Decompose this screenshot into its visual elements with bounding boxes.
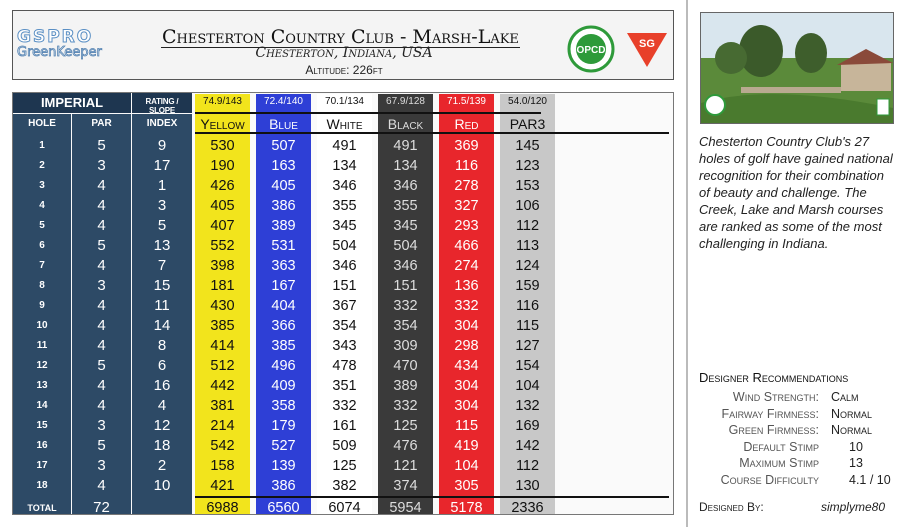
tee-yardage: 136 bbox=[454, 278, 479, 294]
tee-yardage: 367 bbox=[332, 298, 357, 314]
header-rule bbox=[195, 112, 541, 114]
tee-yardage: 115 bbox=[454, 418, 479, 434]
tee-yardage: 104 bbox=[454, 458, 479, 474]
tee-yardage: 351 bbox=[332, 378, 357, 394]
tee-yardage: 106 bbox=[515, 198, 540, 214]
hole-par: 4 bbox=[97, 197, 106, 214]
tee-yardage: 304 bbox=[454, 378, 479, 394]
course-photo bbox=[700, 12, 894, 124]
scorecard-table bbox=[12, 92, 674, 515]
tee-total: 5178 bbox=[450, 500, 483, 516]
hole-par: 3 bbox=[97, 457, 106, 474]
tee-yardage: 426 bbox=[210, 178, 235, 194]
tee-yardage: 531 bbox=[271, 238, 296, 254]
hole-index: 15 bbox=[153, 277, 171, 294]
recommendation-label: Fairway Firmness: bbox=[721, 406, 819, 421]
tee-yardage: 509 bbox=[332, 438, 357, 454]
designer-recommendations bbox=[699, 370, 895, 489]
recommendation-value: Calm bbox=[831, 390, 859, 404]
tee-yardage: 161 bbox=[332, 418, 357, 434]
gspro-logo bbox=[17, 29, 137, 69]
recommendation-label: Wind Strength: bbox=[732, 390, 819, 404]
tee-yardage: 552 bbox=[210, 238, 235, 254]
tee-yardage: 491 bbox=[393, 138, 418, 154]
tee-yardage: 476 bbox=[393, 438, 418, 454]
tee-yardage: 153 bbox=[515, 178, 540, 194]
tee-yardage: 389 bbox=[271, 218, 296, 234]
hole-index: 17 bbox=[153, 157, 171, 174]
page-title: Chesterton Country Club - Marsh-Lake bbox=[162, 26, 519, 48]
tee-yardage: 112 bbox=[515, 458, 540, 474]
tee-yardage: 113 bbox=[515, 238, 540, 254]
logo-line2: GreenKeeper bbox=[17, 45, 102, 60]
recommendation-row bbox=[699, 456, 895, 473]
tee-yardage: 121 bbox=[393, 458, 418, 474]
recommendation-value: 13 bbox=[849, 456, 863, 470]
hole-index: 3 bbox=[157, 197, 167, 214]
opcd-badge-icon bbox=[563, 25, 619, 73]
tee-yardage: 332 bbox=[454, 298, 479, 314]
hole-par: 5 bbox=[97, 137, 106, 154]
hole-number: 17 bbox=[36, 460, 48, 471]
hole-par: 4 bbox=[97, 217, 106, 234]
tee-yardage: 527 bbox=[271, 438, 296, 454]
tee-yardage: 507 bbox=[271, 138, 296, 154]
tee-yardage: 190 bbox=[210, 158, 235, 174]
hole-index: 9 bbox=[157, 137, 167, 154]
hole-index: 7 bbox=[157, 257, 167, 274]
tee-yardage: 369 bbox=[454, 138, 479, 154]
tee-yardage: 421 bbox=[210, 478, 235, 494]
tee-yardage: 504 bbox=[332, 238, 357, 254]
tee-yardage: 332 bbox=[332, 398, 357, 414]
tee-yardage: 407 bbox=[210, 218, 235, 234]
tee-total: 6560 bbox=[267, 500, 300, 516]
tee-yardage: 298 bbox=[454, 338, 479, 354]
sgt-badge-icon bbox=[623, 29, 671, 69]
tee-yardage: 123 bbox=[515, 158, 540, 174]
recommendation-value: 10 bbox=[849, 439, 863, 454]
hole-number: 7 bbox=[39, 260, 45, 271]
hole-index: 10 bbox=[153, 477, 171, 494]
hole-number: 15 bbox=[36, 420, 48, 431]
tee-yardage: 530 bbox=[210, 138, 235, 154]
divider bbox=[686, 0, 688, 527]
tee-yardage: 504 bbox=[393, 238, 418, 254]
tee-yardage: 358 bbox=[271, 398, 296, 414]
tee-yardage: 151 bbox=[332, 278, 357, 294]
recommendation-value: Normal bbox=[831, 406, 873, 421]
tee-yardage: 127 bbox=[515, 338, 540, 354]
tee-total: 6988 bbox=[206, 500, 239, 516]
tee-yardage: 130 bbox=[515, 478, 540, 494]
tee-yardage: 332 bbox=[393, 398, 418, 414]
tee-yardage: 346 bbox=[332, 258, 357, 274]
hole-number: 16 bbox=[36, 440, 48, 451]
tee-name: Blue bbox=[269, 116, 298, 132]
recommendation-row bbox=[699, 390, 895, 407]
tee-yardage: 346 bbox=[332, 178, 357, 194]
tee-yardage: 354 bbox=[393, 318, 418, 334]
tee-yardage: 125 bbox=[332, 458, 357, 474]
tee-name: White bbox=[326, 116, 363, 132]
tee-yardage: 293 bbox=[454, 218, 479, 234]
name-rule bbox=[195, 132, 669, 134]
hole-par: 3 bbox=[97, 157, 106, 174]
col-par-label: PAR bbox=[91, 118, 112, 129]
hole-index: 11 bbox=[154, 297, 170, 314]
tee-yardage: 112 bbox=[515, 218, 540, 234]
tee-yardage: 167 bbox=[271, 278, 296, 294]
tee-yardage: 345 bbox=[332, 218, 357, 234]
total-rule bbox=[195, 496, 669, 498]
hole-number: 1 bbox=[39, 140, 45, 151]
tee-name: Red bbox=[454, 116, 479, 132]
hole-par: 5 bbox=[97, 357, 106, 374]
tee-yardage: 363 bbox=[271, 258, 296, 274]
hole-index: 8 bbox=[157, 337, 167, 354]
tee-yardage: 304 bbox=[454, 318, 479, 334]
tee-yardage: 419 bbox=[454, 438, 479, 454]
tee-yardage: 389 bbox=[393, 378, 418, 394]
tee-yardage: 512 bbox=[210, 358, 235, 374]
hole-index: 6 bbox=[157, 357, 167, 374]
tee-yardage: 116 bbox=[454, 158, 479, 174]
tee-yardage: 366 bbox=[271, 318, 296, 334]
par-total: 72 bbox=[93, 499, 110, 516]
recommendation-row bbox=[699, 407, 895, 424]
opcd-text: OPCD bbox=[576, 45, 606, 56]
tee-yardage: 278 bbox=[454, 178, 479, 194]
tee-yardage: 159 bbox=[515, 278, 540, 294]
tee-yardage: 124 bbox=[515, 258, 540, 274]
tee-yardage: 274 bbox=[454, 258, 479, 274]
tee-yardage: 470 bbox=[393, 358, 418, 374]
recommendation-label: Default Stimp bbox=[743, 439, 819, 454]
recommendation-row bbox=[699, 473, 895, 490]
tee-rating: 71.5/139 bbox=[447, 96, 486, 107]
designer-label: Designed By: bbox=[699, 500, 764, 514]
tee-rating: 70.1/134 bbox=[325, 96, 364, 107]
hole-index: 18 bbox=[153, 437, 171, 454]
tee-yardage: 434 bbox=[454, 358, 479, 374]
tee-yardage: 466 bbox=[454, 238, 479, 254]
tee-name: Black bbox=[387, 116, 424, 132]
hole-number: 11 bbox=[36, 340, 48, 351]
club-location: Chesterton, Indiana, USA bbox=[255, 45, 433, 61]
hole-par: 4 bbox=[97, 397, 106, 414]
col-index-label: INDEX bbox=[146, 118, 178, 129]
hole-index: 4 bbox=[157, 397, 167, 414]
hole-par: 3 bbox=[97, 417, 106, 434]
tee-yardage: 151 bbox=[393, 278, 418, 294]
tee-yardage: 181 bbox=[210, 278, 235, 294]
hole-number: 4 bbox=[39, 200, 45, 211]
hole-index: 2 bbox=[157, 457, 167, 474]
tee-yardage: 355 bbox=[393, 198, 418, 214]
tee-rating: 74.9/143 bbox=[203, 96, 242, 107]
tee-yardage: 134 bbox=[332, 158, 357, 174]
tee-name: Yellow bbox=[200, 116, 245, 132]
tee-yardage: 332 bbox=[393, 298, 418, 314]
hole-number: 14 bbox=[36, 400, 48, 411]
tee-yardage: 104 bbox=[515, 378, 540, 394]
tee-yardage: 142 bbox=[515, 438, 540, 454]
hole-number: 8 bbox=[39, 280, 45, 291]
tee-yardage: 385 bbox=[271, 338, 296, 354]
tee-total: 5954 bbox=[389, 500, 422, 516]
tee-yardage: 327 bbox=[454, 198, 479, 214]
tee-total: 2336 bbox=[511, 500, 544, 516]
hole-par: 4 bbox=[97, 297, 106, 314]
recommendation-value: 4.1 / 10 bbox=[849, 472, 891, 487]
hole-par: 4 bbox=[97, 257, 106, 274]
tee-rating: 72.4/140 bbox=[264, 96, 303, 107]
tee-yardage: 398 bbox=[210, 258, 235, 274]
tee-yardage: 134 bbox=[393, 158, 418, 174]
tee-yardage: 386 bbox=[271, 198, 296, 214]
tee-yardage: 345 bbox=[393, 218, 418, 234]
tee-yardage: 496 bbox=[271, 358, 296, 374]
tee-yardage: 442 bbox=[210, 378, 235, 394]
tee-yardage: 145 bbox=[515, 138, 540, 154]
course-description: Chesterton Country Club's 27 holes of golf have gained national recognition for their combination of beauty and challenge. The Creek, Lake and Marsh courses are ranked as some of the most challenging in Indiana. bbox=[699, 134, 893, 251]
tee-yardage: 385 bbox=[210, 318, 235, 334]
hole-par: 4 bbox=[97, 317, 106, 334]
designer-credit bbox=[699, 500, 885, 514]
recommendation-label: Maximum Stimp bbox=[739, 456, 819, 470]
tee-yardage: 139 bbox=[271, 458, 296, 474]
tee-yardage: 214 bbox=[210, 418, 235, 434]
hole-number: 3 bbox=[39, 180, 45, 191]
tee-yardage: 116 bbox=[515, 298, 540, 314]
sgt-text: SG bbox=[639, 38, 655, 50]
tee-yardage: 414 bbox=[210, 338, 235, 354]
total-label: TOTAL bbox=[27, 503, 57, 513]
unit-label: IMPERIAL bbox=[40, 95, 104, 110]
tee-yardage: 125 bbox=[393, 418, 418, 434]
tee-yardage: 154 bbox=[515, 358, 540, 374]
rating-label: RATING / SLOPE bbox=[145, 97, 179, 115]
tee-yardage: 163 bbox=[271, 158, 296, 174]
tee-yardage: 305 bbox=[454, 478, 479, 494]
tee-yardage: 354 bbox=[332, 318, 357, 334]
hole-par: 3 bbox=[97, 277, 106, 294]
recommendation-value: Normal bbox=[831, 423, 873, 437]
hole-number: 18 bbox=[36, 480, 48, 491]
hole-index: 12 bbox=[153, 417, 171, 434]
header bbox=[12, 10, 674, 80]
tee-rating: 67.9/128 bbox=[386, 96, 425, 107]
tee-yardage: 409 bbox=[271, 378, 296, 394]
tee-yardage: 382 bbox=[332, 478, 357, 494]
col-hole-label: HOLE bbox=[28, 118, 56, 129]
tee-yardage: 381 bbox=[210, 398, 235, 414]
recommendations-title: Designer Recommendations bbox=[699, 370, 849, 385]
tee-yardage: 542 bbox=[210, 438, 235, 454]
club-altitude: Altitude: 226ft bbox=[305, 63, 383, 77]
hole-par: 4 bbox=[97, 477, 106, 494]
designer-name: simplyme80 bbox=[820, 500, 885, 514]
recommendation-label: Green Firmness: bbox=[728, 423, 819, 437]
tee-yardage: 309 bbox=[393, 338, 418, 354]
tee-yardage: 304 bbox=[454, 398, 479, 414]
hole-par: 5 bbox=[97, 237, 106, 254]
hole-index: 16 bbox=[153, 377, 171, 394]
hole-index: 1 bbox=[157, 177, 167, 194]
hole-index: 13 bbox=[153, 237, 171, 254]
tee-yardage: 404 bbox=[271, 298, 296, 314]
hole-par: 4 bbox=[97, 177, 106, 194]
tee-rating: 54.0/120 bbox=[508, 96, 547, 107]
tee-yardage: 343 bbox=[332, 338, 357, 354]
tee-yardage: 179 bbox=[271, 418, 296, 434]
hole-par: 5 bbox=[97, 437, 106, 454]
tee-yardage: 405 bbox=[210, 198, 235, 214]
recommendation-row bbox=[699, 423, 895, 440]
tee-yardage: 355 bbox=[332, 198, 357, 214]
hole-par: 4 bbox=[97, 337, 106, 354]
tee-yardage: 346 bbox=[393, 258, 418, 274]
hole-number: 12 bbox=[36, 360, 48, 371]
tee-yardage: 158 bbox=[210, 458, 235, 474]
logo-line1: GSPRO bbox=[17, 27, 94, 47]
hole-number: 2 bbox=[39, 160, 45, 171]
recommendation-label: Course Difficulty bbox=[720, 472, 819, 487]
recommendation-row bbox=[699, 440, 895, 457]
hole-index: 5 bbox=[157, 217, 167, 234]
tee-yardage: 346 bbox=[393, 178, 418, 194]
tee-yardage: 491 bbox=[332, 138, 357, 154]
hole-number: 6 bbox=[39, 240, 45, 251]
tee-yardage: 386 bbox=[271, 478, 296, 494]
tee-yardage: 169 bbox=[515, 418, 540, 434]
hole-number: 10 bbox=[36, 320, 48, 331]
tee-yardage: 132 bbox=[515, 398, 540, 414]
tee-yardage: 374 bbox=[393, 478, 418, 494]
tee-name: PAR3 bbox=[509, 116, 546, 132]
tee-yardage: 430 bbox=[210, 298, 235, 314]
hole-number: 13 bbox=[36, 380, 48, 391]
tee-yardage: 478 bbox=[332, 358, 357, 374]
tee-yardage: 405 bbox=[271, 178, 296, 194]
tee-total: 6074 bbox=[328, 500, 361, 516]
hole-number: 9 bbox=[39, 300, 45, 311]
tee-yardage: 115 bbox=[515, 318, 540, 334]
hole-number: 5 bbox=[39, 220, 45, 231]
hole-index: 14 bbox=[153, 317, 171, 334]
hole-par: 4 bbox=[97, 377, 106, 394]
